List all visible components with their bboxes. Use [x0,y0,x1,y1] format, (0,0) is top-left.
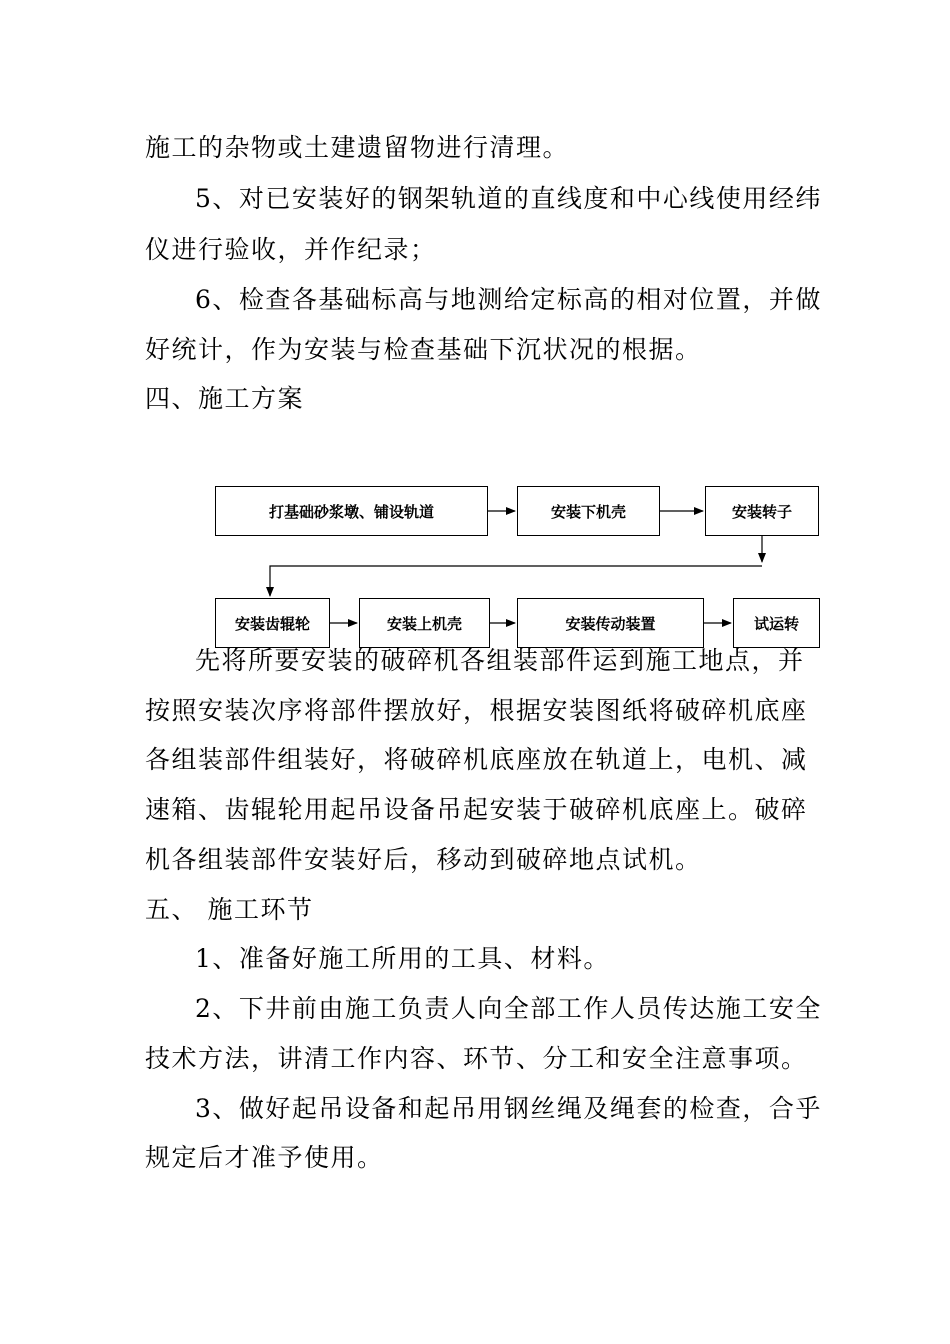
paragraph-line: 规定后才准予使用。 [145,1143,384,1172]
flow-arrow [270,566,762,596]
flow-step-toothed-roller: 安装齿辊轮 [215,598,330,648]
paragraph-line: 施工的杂物或土建遗留物进行清理。 [145,133,570,162]
paragraph-line: 好统计，作为安装与检查基础下沉状况的根据。 [145,335,702,364]
flow-step-foundation: 打基础砂浆墩、铺设轨道 [215,486,488,536]
paragraph-line: 6、检查各基础标高与地测给定标高的相对位置，并做 [195,285,822,314]
section-heading: 四、施工方案 [145,384,305,413]
paragraph-line: 技术方法，讲清工作内容、环节、分工和安全注意事项。 [145,1044,808,1073]
flow-step-rotor: 安装转子 [705,486,819,536]
paragraph-line: 各组装部件组装好，将破碎机底座放在轨道上，电机、减 [145,745,808,774]
paragraph-line: 速箱、齿辊轮用起吊设备吊起安装于破碎机底座上。破碎 [145,795,808,824]
flow-step-upper-casing: 安装上机壳 [359,598,490,648]
flow-step-test-run: 试运转 [733,598,820,648]
paragraph-line: 先将所要安装的破碎机各组装部件运到施工地点，并 [195,646,805,675]
flow-step-lower-casing: 安装下机壳 [517,486,660,536]
paragraph-line: 2、下井前由施工负责人向全部工作人员传达施工安全 [195,994,822,1023]
section-heading: 五、 施工环节 [145,895,314,924]
paragraph-line: 按照安装次序将部件摆放好，根据安装图纸将破碎机底座 [145,696,808,725]
paragraph-line: 5、对已安装好的钢架轨道的直线度和中心线使用经纬 [195,184,822,213]
paragraph-line: 机各组装部件安装好后，移动到破碎地点试机。 [145,845,702,874]
paragraph-line: 3、做好起吊设备和起吊用钢丝绳及绳套的检查，合乎 [195,1094,822,1123]
flow-step-drive-unit: 安装传动装置 [517,598,704,648]
paragraph-line: 仪进行验收，并作纪录； [145,235,437,264]
paragraph-line: 1、准备好施工所用的工具、材料。 [195,944,610,973]
